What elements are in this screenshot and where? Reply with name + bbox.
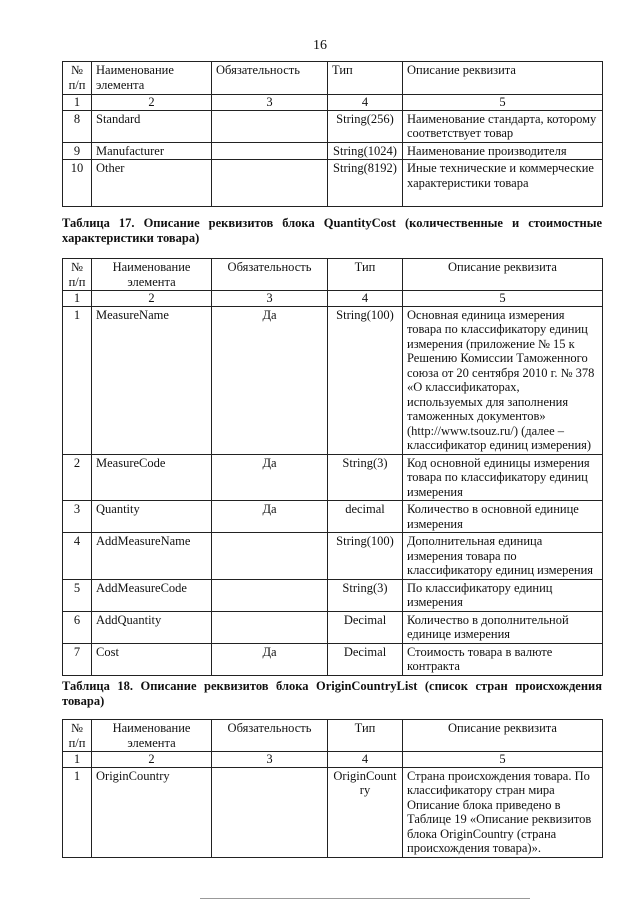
index-cell: 3: [212, 291, 328, 307]
header-number: № п/п: [63, 720, 92, 752]
index-cell: 1: [63, 291, 92, 307]
mandatory-value: Да: [212, 454, 328, 501]
table-16-continuation: [62, 61, 603, 207]
row-number: 2: [63, 454, 92, 501]
header-type: Тип: [328, 62, 403, 95]
type-value: String(100): [328, 306, 403, 454]
type-value: String(3): [328, 579, 403, 611]
header-description: Описание реквизита: [403, 720, 603, 752]
row-number: 10: [63, 160, 92, 207]
header-mandatory: Обязательность: [212, 259, 328, 291]
description-value: Наименование стандарта, которому соответствует товар: [403, 110, 603, 142]
table-18-caption: Таблица 18. Описание реквизитов блока OriginCountryList (список стран происхождения товара): [62, 679, 602, 708]
table-row: [63, 142, 603, 160]
description-value: По классификатору единиц измерения: [403, 579, 603, 611]
index-cell: 1: [63, 752, 92, 768]
row-number: 1: [63, 306, 92, 454]
mandatory-value: Да: [212, 501, 328, 533]
mandatory-value: [212, 767, 328, 857]
element-name: Manufacturer: [92, 142, 212, 160]
type-value: Decimal: [328, 611, 403, 643]
type-value: String(3): [328, 454, 403, 501]
index-cell: 4: [328, 291, 403, 307]
bottom-divider: [200, 898, 530, 899]
element-name: MeasureCode: [92, 454, 212, 501]
page-number: 16: [313, 38, 327, 53]
index-cell: 3: [212, 752, 328, 768]
type-value: String(100): [328, 533, 403, 580]
type-value: OriginCountry: [328, 767, 403, 857]
row-number: 7: [63, 643, 92, 675]
row-number: 5: [63, 579, 92, 611]
description-value: Код основной единицы измерения товара по классификатору единиц измерения: [403, 454, 603, 501]
index-cell: 3: [212, 95, 328, 111]
description-value: Количество в дополнительной единице измерения: [403, 611, 603, 643]
element-name: AddMeasureName: [92, 533, 212, 580]
element-name: Standard: [92, 110, 212, 142]
table-row: [63, 110, 603, 142]
element-name: MeasureName: [92, 306, 212, 454]
element-name: Quantity: [92, 501, 212, 533]
element-name: AddMeasureCode: [92, 579, 212, 611]
index-cell: 2: [92, 752, 212, 768]
table-row: [63, 501, 603, 533]
description-value: Страна происхождения товара. По классификатору стран мира Описание блока приведено в Таблице 19 «Описание реквизитов блока OriginCountry (страна происхождения товара)».: [403, 767, 603, 857]
header-description: Описание реквизита: [403, 259, 603, 291]
description-value: Иные технические и коммерческие характеристики товара: [403, 160, 603, 207]
header-description: Описание реквизита: [403, 62, 603, 95]
description-value: Дополнительная единица измерения товара по классификатору единиц измерения: [403, 533, 603, 580]
type-value: Decimal: [328, 643, 403, 675]
type-value: String(8192): [328, 160, 403, 207]
table-header-row: [63, 720, 603, 752]
header-number: № п/п: [63, 62, 92, 95]
description-value: Основная единица измерения товара по классификатору единиц измерения (приложение № 15 к Решению Комиссии Таможенного союза от 20 сентября 2010 г. № 378 «О классификаторах, используемых для заполнения таможенных документов» (http://www.tsouz.ru/) (далее – классификатор единиц измерения): [403, 306, 603, 454]
index-cell: 1: [63, 95, 92, 111]
table-row: [63, 160, 603, 207]
index-cell: 4: [328, 95, 403, 111]
table-row: [63, 611, 603, 643]
index-cell: 2: [92, 291, 212, 307]
table-18: [62, 719, 603, 858]
header-element-name: Наименование элемента: [92, 259, 212, 291]
element-name: AddQuantity: [92, 611, 212, 643]
table-index-row: [63, 291, 603, 307]
row-number: 9: [63, 142, 92, 160]
table-index-row: [63, 95, 603, 111]
row-number: 1: [63, 767, 92, 857]
row-number: 3: [63, 501, 92, 533]
mandatory-value: [212, 579, 328, 611]
index-cell: 5: [403, 95, 603, 111]
mandatory-value: [212, 533, 328, 580]
mandatory-value: [212, 110, 328, 142]
type-value: String(1024): [328, 142, 403, 160]
table-17-caption: Таблица 17. Описание реквизитов блока QuantityCost (количественные и стоимостные характеристики товара): [62, 216, 602, 245]
header-element-name: Наименование элемента: [92, 720, 212, 752]
row-number: 6: [63, 611, 92, 643]
mandatory-value: [212, 142, 328, 160]
table-row: [63, 454, 603, 501]
element-name: Other: [92, 160, 212, 207]
table-17: [62, 258, 603, 676]
table-row: [63, 579, 603, 611]
mandatory-value: [212, 160, 328, 207]
table-row: [63, 767, 603, 857]
row-number: 4: [63, 533, 92, 580]
header-mandatory: Обязательность: [212, 720, 328, 752]
description-value: Количество в основной единице измерения: [403, 501, 603, 533]
row-number: 8: [63, 110, 92, 142]
mandatory-value: Да: [212, 643, 328, 675]
element-name: OriginCountry: [92, 767, 212, 857]
header-number: № п/п: [63, 259, 92, 291]
type-value: String(256): [328, 110, 403, 142]
table-row: [63, 306, 603, 454]
type-value: decimal: [328, 501, 403, 533]
mandatory-value: Да: [212, 306, 328, 454]
description-value: Наименование производителя: [403, 142, 603, 160]
index-cell: 5: [403, 752, 603, 768]
header-type: Тип: [328, 259, 403, 291]
header-type: Тип: [328, 720, 403, 752]
header-element-name: Наименование элемента: [92, 62, 212, 95]
index-cell: 5: [403, 291, 603, 307]
header-mandatory: Обязательность: [212, 62, 328, 95]
mandatory-value: [212, 611, 328, 643]
table-row: [63, 643, 603, 675]
index-cell: 4: [328, 752, 403, 768]
index-cell: 2: [92, 95, 212, 111]
description-value: Стоимость товара в валюте контракта: [403, 643, 603, 675]
table-index-row: [63, 752, 603, 768]
table-row: [63, 533, 603, 580]
table-header-row: [63, 62, 603, 95]
element-name: Cost: [92, 643, 212, 675]
table-header-row: [63, 259, 603, 291]
